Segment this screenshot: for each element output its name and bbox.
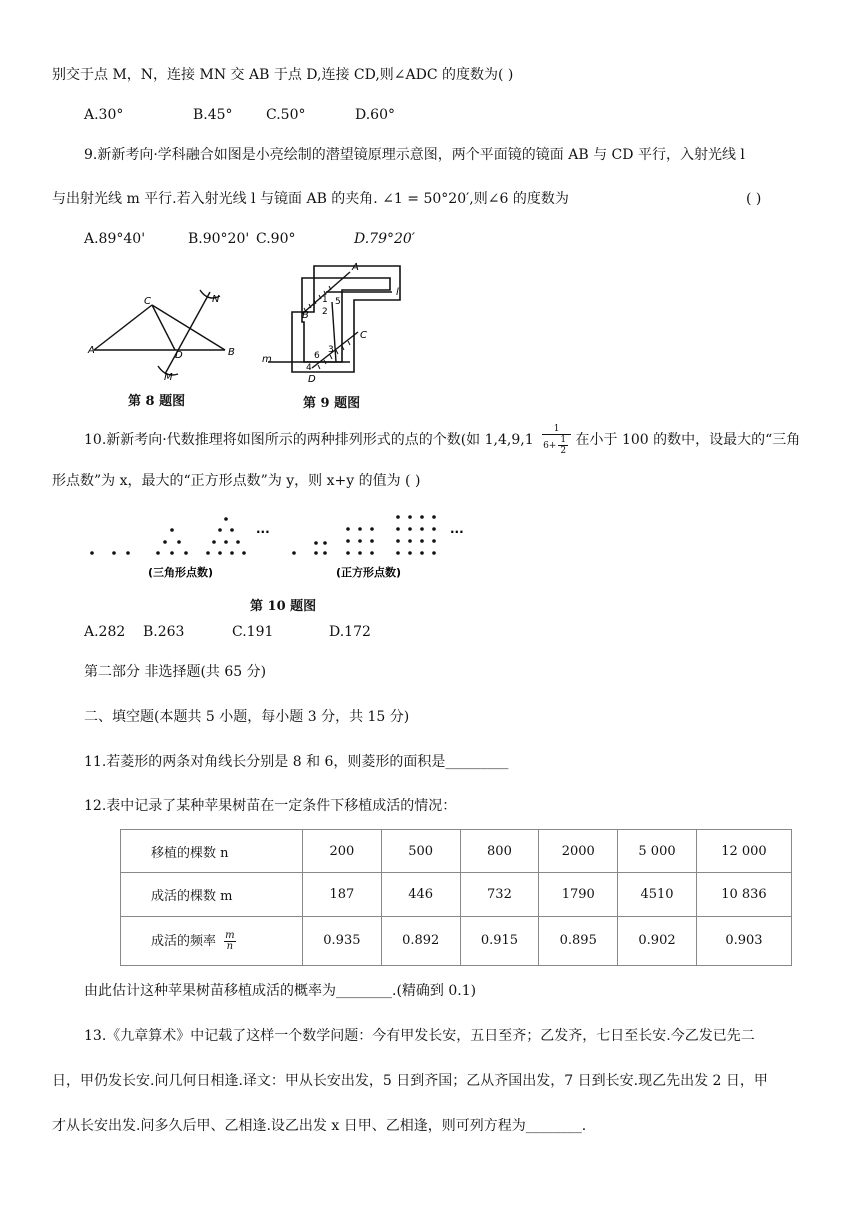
q8-option-b: B.45° xyxy=(193,107,233,123)
fig9-label-2: 2 xyxy=(322,307,328,317)
q9-option-b: B.90°20' xyxy=(188,231,250,247)
table-row xyxy=(121,916,792,965)
section-fill-in-blank: 二、填空题(本题共 5 小题，每小题 3 分，共 15 分) xyxy=(84,709,410,725)
fig10-ellipsis-triangle: ··· xyxy=(256,525,270,539)
fig8-label-a: A xyxy=(88,345,95,356)
table-row-header: 成活的棵数 m xyxy=(121,873,303,916)
q13-text-line2: 日，甲仍发长安.问几何日相逢.译文：甲从长安出发，5 日到齐国；乙从齐国出发，7 日到长安.现乙先出发 2 日，甲 xyxy=(52,1073,768,1089)
q10-fraction-num: 1 xyxy=(542,424,571,435)
fig9-label-3: 3 xyxy=(328,345,334,355)
figure-8-diagram xyxy=(80,280,240,390)
fig10-square-caption: (正方形点数) xyxy=(336,566,402,579)
frequency-fraction xyxy=(224,931,235,952)
table-row-header: 移植的棵数 n xyxy=(121,830,303,873)
q10-text-line1-pre: 10.新新考向·代数推理将如图所示的两种排列形式的点的个数(如 1,4,9,1 xyxy=(84,432,534,448)
fig9-label-m: m xyxy=(262,354,272,365)
table-cell: 187 xyxy=(303,873,382,916)
q9-text-line1: 9.新新考向·学科融合如图是小亮绘制的潜望镜原理示意图，两个平面镜的镜面 AB 与 CD 平行，入射光线 l xyxy=(84,147,745,163)
table-row-header-label: 成活的频率 xyxy=(151,933,217,949)
part2-title: 第二部分 非选择题(共 65 分) xyxy=(84,664,267,680)
fig9-label-4: 4 xyxy=(306,363,312,373)
figure-8-caption: 第 8 题图 xyxy=(128,394,186,409)
q10-fraction xyxy=(542,424,571,456)
fig8-label-n: N xyxy=(212,294,220,305)
q10-option-d: D.172 xyxy=(329,624,371,640)
q12-intro: 12.表中记录了某种苹果树苗在一定条件下移植成活的情况： xyxy=(84,798,457,814)
table-cell: 732 xyxy=(460,873,539,916)
fig8-label-b: B xyxy=(228,347,235,358)
fig8-label-c: C xyxy=(144,296,151,307)
figure-10-diagram xyxy=(84,508,484,583)
table-cell: 0.935 xyxy=(303,916,382,965)
fig9-label-6: 6 xyxy=(314,351,320,361)
fig8-label-d: D xyxy=(175,350,183,361)
table-cell: 0.903 xyxy=(696,916,791,965)
table-cell: 500 xyxy=(381,830,460,873)
table-cell: 12 000 xyxy=(696,830,791,873)
q10-option-c: C.191 xyxy=(232,624,274,640)
q9-text-line2: 与出射光线 m 平行.若入射光线 l 与镜面 AB 的夹角. ∠1 = 50°20′,则∠6 的度数为 xyxy=(52,191,569,207)
q8-text: 别交于点 M，N，连接 MN 交 AB 于点 D,连接 CD,则∠ADC 的度数为( ) xyxy=(52,67,514,83)
fig9-label-c: C xyxy=(360,330,367,341)
fig9-label-1: 1 xyxy=(322,295,328,305)
q10-fraction-den-pre: 6+ xyxy=(543,441,557,451)
fraction-numerator: m xyxy=(225,929,235,941)
fig9-label-d: D xyxy=(308,374,316,385)
q9-option-a: A.89°40' xyxy=(84,231,146,247)
table-cell: 2000 xyxy=(539,830,618,873)
table-cell: 1790 xyxy=(539,873,618,916)
table-cell: 0.892 xyxy=(381,916,460,965)
table-cell: 4510 xyxy=(618,873,697,916)
q10-nested-fraction xyxy=(558,435,568,456)
table-cell: 0.915 xyxy=(460,916,539,965)
q10-option-a: A.282 xyxy=(84,624,126,640)
q11-text: 11.若菱形的两条对角线长分别是 8 和 6，则菱形的面积是_________ xyxy=(84,754,509,770)
q10-text-line1-post: 在小于 100 的数中，设最大的“三角 xyxy=(575,432,801,448)
fraction-denominator: n xyxy=(226,940,234,952)
q10-text-line2: 形点数”为 x，最大的“正方形点数”为 y，则 x+y 的值为 ( ) xyxy=(52,473,421,489)
q10-option-b: B.263 xyxy=(143,624,185,640)
table-row xyxy=(121,873,792,916)
q10-nested-fraction-num: 1 xyxy=(560,435,567,445)
figure-9-diagram xyxy=(262,262,412,390)
fig9-label-5: 5 xyxy=(335,297,341,307)
figure-9-caption: 第 9 题图 xyxy=(303,396,361,411)
q10-nested-fraction-den: 2 xyxy=(560,446,567,456)
table-cell: 0.895 xyxy=(539,916,618,965)
q13-text-line1: 13.《九章算术》中记载了这样一个数学问题：今有甲发长安，五日至齐；乙发齐，七日至长安.今乙发已先二 xyxy=(84,1028,755,1044)
q10-fraction-den xyxy=(542,435,571,456)
q10-text-line1 xyxy=(84,424,800,456)
q12-data-table xyxy=(120,829,792,966)
q9-answer-paren: ( ) xyxy=(746,191,762,207)
table-cell: 446 xyxy=(381,873,460,916)
fig9-label-a: A xyxy=(352,262,359,273)
q9-option-d: D.79°20′ xyxy=(354,231,415,247)
table-cell: 10 836 xyxy=(696,873,791,916)
table-cell: 0.902 xyxy=(618,916,697,965)
fig10-triangle-caption: (三角形点数) xyxy=(148,566,214,579)
table-row-header xyxy=(121,916,303,965)
q8-option-c: C.50° xyxy=(266,107,306,123)
table-cell: 5 000 xyxy=(618,830,697,873)
fig9-label-l: l xyxy=(396,287,399,298)
q9-option-c: C.90° xyxy=(256,231,296,247)
fig8-label-m: M xyxy=(164,372,173,383)
table-row xyxy=(121,830,792,873)
fig10-ellipsis-square: ··· xyxy=(450,525,464,539)
q12-conclusion: 由此估计这种苹果树苗移植成活的概率为________.(精确到 0.1) xyxy=(84,983,477,999)
figure-10-caption: 第 10 题图 xyxy=(250,599,317,614)
q13-text-line3: 才从长安出发.问多久后甲、乙相逢.设乙出发 x 日甲、乙相逢，则可列方程为________. xyxy=(52,1118,587,1134)
table-cell: 800 xyxy=(460,830,539,873)
q8-option-d: D.60° xyxy=(355,107,395,123)
fig9-label-b: B xyxy=(302,310,309,321)
table-cell: 200 xyxy=(303,830,382,873)
q8-option-a: A.30° xyxy=(84,107,124,123)
